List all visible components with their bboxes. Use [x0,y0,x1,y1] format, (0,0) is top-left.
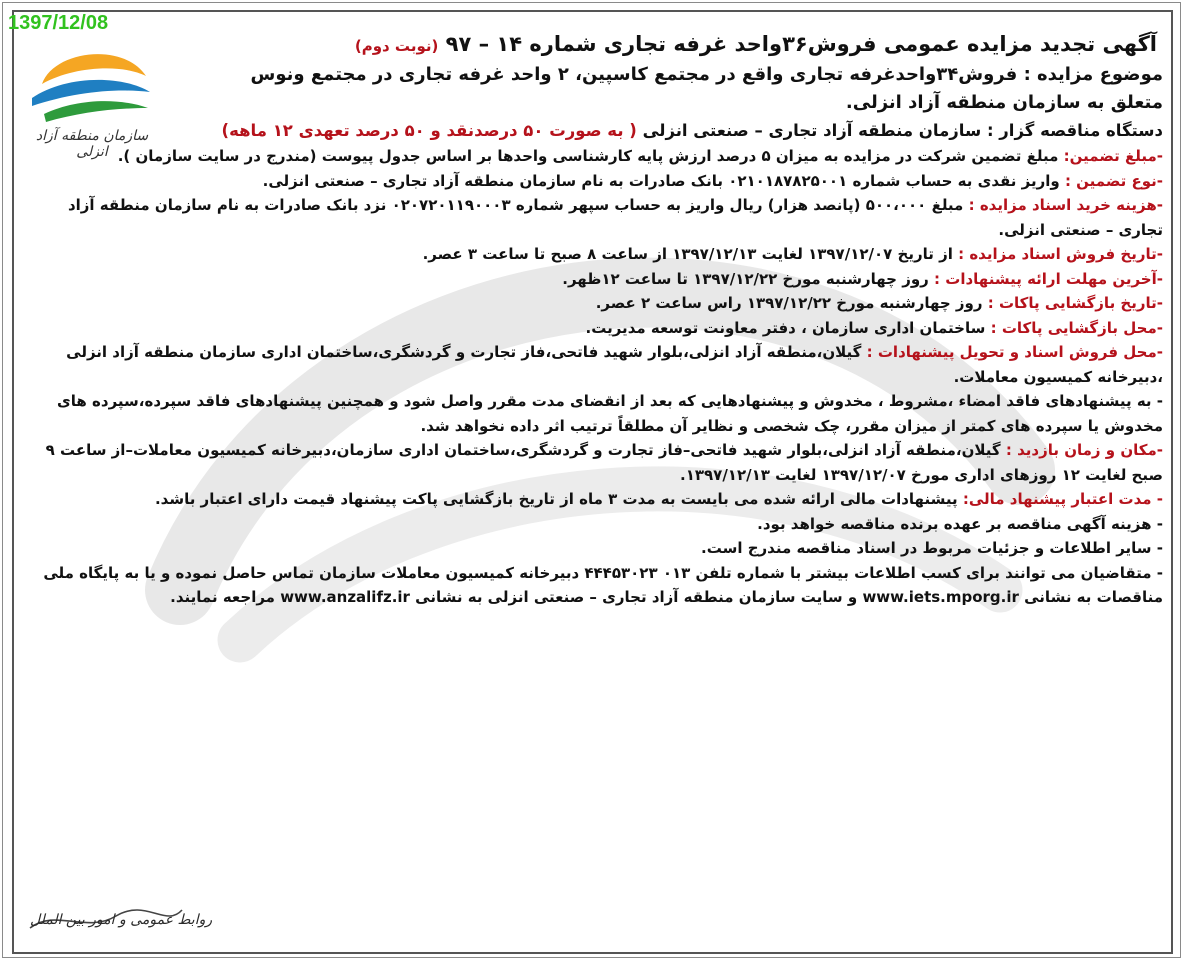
section-text: - سایر اطلاعات و جزئیات مربوط در اسناد مناقصه مندرج است. [701,539,1163,557]
section-opening-place [24,316,1163,341]
logo-caption: سازمان منطقه آزاد انزلی [35,128,149,160]
section-guarantee-type [24,169,1163,194]
section-label: -مکان و زمان بازدید : [1005,441,1163,459]
section-ad-cost [24,512,1163,537]
section-text: مبلغ تضمین شرکت در مزایده به میزان ۵ درصد ارزش پایه کارشناسی واحدها بر اساس جدول پیوست (مندرج در سایت سازمان ). [117,147,1059,165]
section-sale-date [24,242,1163,267]
section-label: -تاریخ بازگشایی پاکات : [987,294,1163,312]
section-text: - به پیشنهادهای فاقد امضاء ،مشروط ، مخدوش و پیشنهادهایی که بعد از انقضای مدت مقرر واصل شود و همچنین پیشنهادهای فاقد سپرده،سپرده های مخدوش یا سپرده های کمتر از میزان مقرر، چک شخصی و نظایر آن مطلقاً ترتیب اثر داده نخواهد شد. [57,392,1163,435]
title-main: آگهی تجدید مزایده عمومی فروش۳۶واحد غرفه تجاری شماره ۱۴ – ۹۷ [445,32,1157,56]
section-text: گیلان،منطقه آزاد انزلی،بلوار شهید فاتحی،فاز تجارت و گردشگری،ساختمان اداری سازمان منطقه آزاد انزلی ،دبیرخانه کمیسیون معاملات. [66,343,1163,386]
signature-text: روابط عمومی و امور بین الملل [30,912,213,928]
section-document-cost [24,193,1163,242]
section-guarantee-amount [24,144,1163,169]
section-text: مبلغ ۵۰۰،۰۰۰ (پانصد هزار) ریال واریز به حساب سپهر شماره ۰۲۰۷۲۰۱۱۹۰۰۰۳ نزد بانک صادرات به نام سازمان منطقه آزاد تجاری – صنعتی انزلی. [67,196,1163,239]
section-text: - متقاضیان می توانند برای کسب اطلاعات بیشتر با شماره تلفن ۰۱۳ ۴۴۴۵۳۰۲۳ دبیرخانه کمیسیون معاملات سازمان تماس حاصل نموده و یا به پایگاه ملی مناقصات به نشانی www.iets.mporg.ir و سایت سازمان منطقه آزاد تجاری – صنعتی انزلی به نشانی www.anzalifz.ir مراجعه نمایند. [43,563,1163,606]
section-label: - مدت اعتبار پیشنهاد مالی: [962,490,1163,508]
organizer-text: سازمان منطقه آزاد تجاری – صنعتی انزلی [642,121,982,140]
section-label: -هزینه خرید اسناد مزایده : [968,196,1163,214]
section-text: ساختمان اداری سازمان ، دفتر معاونت توسعه مدیریت. [585,318,986,337]
title-line [24,30,1157,61]
section-label: -مبلغ تضمین: [1063,147,1163,165]
section-label: -نوع تضمین : [1064,171,1163,190]
section-submission-place [24,340,1163,389]
section-text: گیلان،منطقه آزاد انزلی،بلوار شهید فاتحی–فاز تجارت و گردشگری،ساختمان اداری سازمان،دبیرخانه کمیسیون معاملات–از ساعت ۹ صبح لغایت ۱۲ روزهای اداری مورخ ۱۳۹۷/۱۲/۰۷ لغایت ۱۳۹۷/۱۲/۱۳. [45,441,1163,484]
subject-line [164,61,1163,89]
section-deadline [24,267,1163,292]
section-text: روز چهارشنبه مورخ ۱۳۹۷/۱۲/۲۲ راس ساعت ۲ عصر. [595,294,983,312]
section-label: -آخرین مهلت ارائه پیشنهادات : [934,269,1163,288]
subject-line-2: متعلق به سازمان منطقه آزاد انزلی. [845,92,1163,113]
date-stamp: 1397/12/08 [8,12,109,34]
organizer-label: دستگاه مناقصه گزار : [986,121,1163,140]
section-text: پیشنهادات مالی ارائه شده می بایست به مدت ۳ ماه از تاریخ بازگشایی پاکت پیشنهاد قیمت دارای اعتبار باشد. [154,490,958,508]
section-contact [24,561,1163,610]
section-text: - هزینه آگهی مناقصه بر عهده برنده مناقصه خواهد بود. [757,514,1163,533]
section-opening-date [24,291,1163,316]
section-other-info [24,536,1163,561]
section-invalid-bids [24,389,1163,438]
section-label: -محل بازگشایی پاکات : [990,318,1163,337]
advertisement-body [24,30,1163,610]
section-text: از تاریخ ۱۳۹۷/۱۲/۰۷ لغایت ۱۳۹۷/۱۲/۱۳ از ساعت ۸ صبح تا ساعت ۳ عصر. [422,245,953,263]
organizer-payment-terms: ( به صورت ۵۰ درصدنقد و ۵۰ درصد تعهدی ۱۲ ماهه) [221,121,637,140]
title-tag: (نوبت دوم) [354,37,439,55]
subject-text: فروش۳۴واحدغرفه تجاری واقع در مجتمع کاسپین، ۲ واحد غرفه تجاری در مجتمع ونوس [250,64,1018,85]
section-text: واریز نقدی به حساب شماره ۰۲۱۰۱۸۷۸۲۵۰۰۱ بانک صادرات به نام سازمان منطقه آزاد تجاری – صنعتی انزلی. [262,171,1060,190]
subject-label: موضوع مزایده : [1023,64,1163,85]
section-visit [24,438,1163,487]
section-validity [24,487,1163,512]
organizer-line [24,117,1163,144]
section-label: -محل فروش اسناد و تحویل پیشنهادات : [866,343,1163,361]
section-label: -تاریخ فروش اسناد مزایده : [958,245,1163,263]
section-text: روز چهارشنبه مورخ ۱۳۹۷/۱۲/۲۲ تا ساعت ۱۲ظهر. [562,269,929,288]
